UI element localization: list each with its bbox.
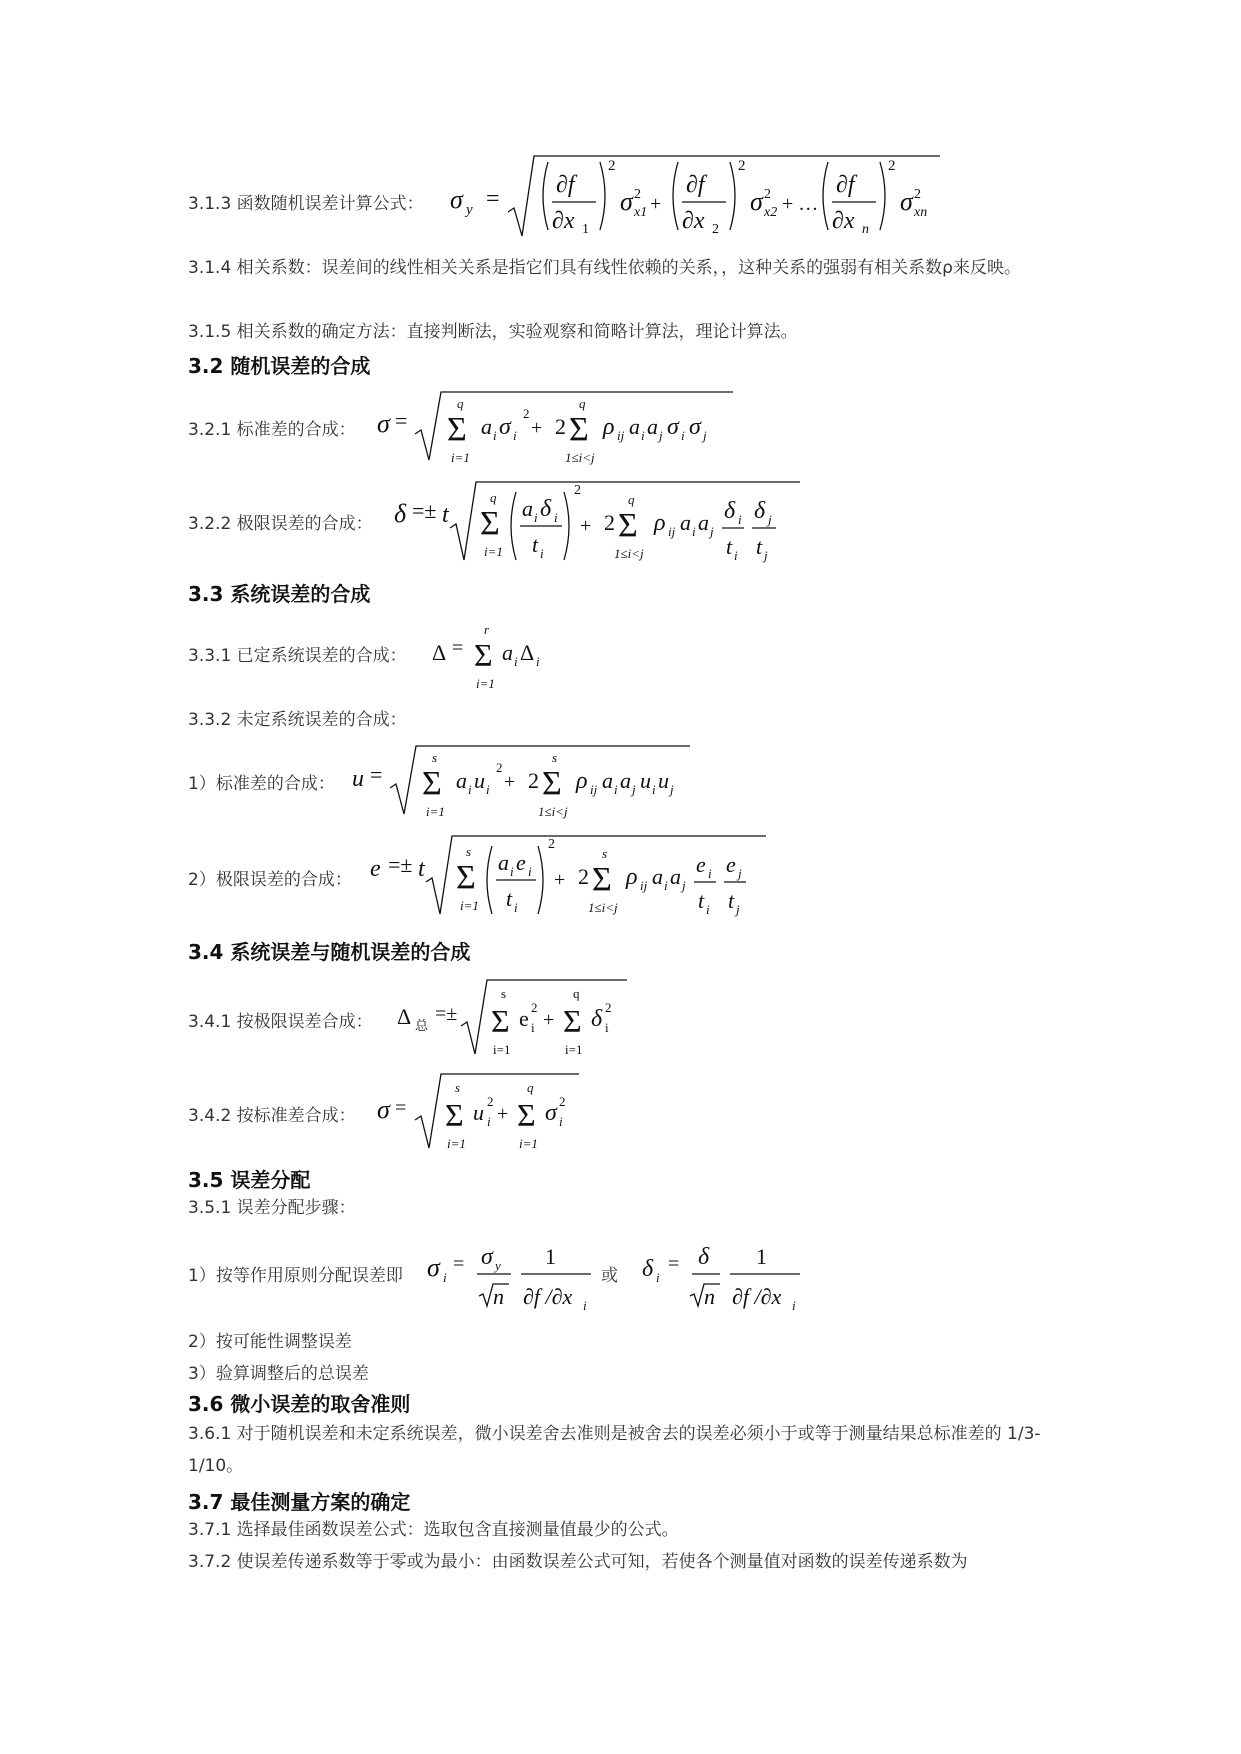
svg-text:n: n <box>704 1284 715 1309</box>
svg-text:2: 2 <box>528 768 539 793</box>
svg-text:=±: =± <box>412 498 437 523</box>
svg-text:Δ: Δ <box>397 1004 412 1029</box>
svg-text:a: a <box>647 414 658 439</box>
svg-text:t: t <box>728 888 735 913</box>
svg-text:u: u <box>640 768 651 793</box>
svg-text:Σ: Σ <box>445 1097 464 1133</box>
svg-text:i: i <box>514 900 518 915</box>
svg-text:=: = <box>452 637 464 659</box>
svg-text:u: u <box>473 1100 484 1125</box>
svg-text:i=1: i=1 <box>565 1042 583 1057</box>
svg-text:s: s <box>432 750 438 765</box>
svg-text:δ: δ <box>394 499 407 528</box>
svg-text:i: i <box>681 428 685 443</box>
svg-text:u: u <box>352 766 364 792</box>
heading-3-6: 3.6 微小误差的取舍准则 <box>188 1392 411 1416</box>
svg-text:2: 2 <box>496 760 503 775</box>
heading-3-4: 3.4 系统误差与随机误差的合成 <box>188 940 471 964</box>
svg-text:i: i <box>738 512 742 527</box>
svg-text:q: q <box>490 490 497 505</box>
svg-text:i: i <box>486 782 490 797</box>
text-3-6-1: 3.6.1 对于随机误差和未定系统误差，微小误差舍去准则是被舍去的误差必须小于或等于测量结果总标准差的 1/3-1/10。 <box>188 1424 1041 1476</box>
svg-text:i=1: i=1 <box>493 1042 511 1057</box>
svg-text:i: i <box>554 510 558 525</box>
svg-text:Δ: Δ <box>432 640 447 665</box>
svg-text:+: + <box>497 1103 509 1125</box>
formula-3-3-2-2 <box>368 832 778 927</box>
svg-text:i: i <box>708 866 712 881</box>
svg-text:σ: σ <box>667 414 679 440</box>
svg-text:1: 1 <box>756 1244 767 1269</box>
svg-text:x2: x2 <box>764 205 778 220</box>
svg-text:t: t <box>756 534 763 559</box>
svg-text:=±: =± <box>435 1003 458 1025</box>
svg-text:i=1: i=1 <box>451 450 470 465</box>
svg-text:δ: δ <box>698 1244 710 1270</box>
svg-text:e: e <box>696 852 706 877</box>
svg-text:a: a <box>602 768 613 793</box>
svg-text:i: i <box>534 510 538 525</box>
svg-text:σ: σ <box>620 187 633 216</box>
svg-text:2: 2 <box>523 406 530 421</box>
svg-text:2: 2 <box>764 187 771 202</box>
svg-text:i: i <box>792 1298 796 1313</box>
svg-text:=: = <box>395 408 408 433</box>
svg-text:j: j <box>764 548 768 563</box>
svg-text:a: a <box>522 496 533 521</box>
svg-text:q: q <box>628 492 635 507</box>
svg-text:ij: ij <box>668 524 676 539</box>
svg-text:s: s <box>552 750 558 765</box>
formula-3-5-1-a <box>425 1236 605 1321</box>
svg-text:i: i <box>559 1114 563 1129</box>
svg-text:∂f /∂x: ∂f /∂x <box>523 1284 573 1309</box>
svg-text:2: 2 <box>559 1094 566 1109</box>
svg-text:q: q <box>527 1080 534 1095</box>
svg-text:+: + <box>554 869 566 891</box>
svg-text:2: 2 <box>574 483 581 498</box>
svg-text:+ …: + … <box>782 193 819 215</box>
svg-text:σ: σ <box>900 187 913 216</box>
svg-text:Σ: Σ <box>563 1003 582 1039</box>
svg-text:xn: xn <box>914 205 928 220</box>
svg-text:t: t <box>506 886 513 911</box>
heading-3-7: 3.7 最佳测量方案的确定 <box>188 1490 411 1514</box>
text-or: 或 <box>601 1266 618 1286</box>
svg-text:Σ: Σ <box>569 411 589 448</box>
svg-text:i=1: i=1 <box>460 898 479 913</box>
svg-text:+: + <box>650 193 662 215</box>
svg-text:Σ: Σ <box>422 765 442 802</box>
text-3-1-5: 3.1.5 相关系数的确定方法：直接判断法，实验观察和简略计算法，理论计算法。 <box>188 322 798 342</box>
formula-3-3-1 <box>430 618 570 697</box>
svg-text:i: i <box>664 878 668 893</box>
svg-text:Σ: Σ <box>456 859 476 896</box>
svg-text:∂x: ∂x <box>832 208 855 234</box>
svg-text:σ: σ <box>450 185 463 214</box>
svg-text:2: 2 <box>487 1094 494 1109</box>
svg-text:n: n <box>862 222 869 237</box>
svg-text:i: i <box>443 1270 447 1285</box>
svg-text:i: i <box>692 524 696 539</box>
text-3-3-2: 3.3.2 未定系统误差的合成： <box>188 710 407 730</box>
svg-text:Σ: Σ <box>592 861 612 898</box>
svg-text:y: y <box>495 1258 501 1273</box>
svg-text:s: s <box>466 844 472 859</box>
svg-text:ρ: ρ <box>576 768 588 794</box>
svg-text:+: + <box>543 1009 555 1031</box>
svg-text:s: s <box>455 1080 461 1095</box>
svg-text:q: q <box>573 986 580 1001</box>
svg-text:∂f: ∂f <box>556 172 575 198</box>
svg-text:i: i <box>734 548 738 563</box>
svg-text:i: i <box>706 902 710 917</box>
svg-text:a: a <box>670 864 681 889</box>
text-3-4-2: 3.4.2 按标准差合成： <box>188 1106 356 1126</box>
svg-text:y: y <box>466 202 473 218</box>
svg-text:j: j <box>738 866 742 881</box>
svg-text:ij: ij <box>617 428 625 443</box>
svg-text:s: s <box>602 846 608 861</box>
svg-text:i=1: i=1 <box>426 804 445 819</box>
svg-text:δ: δ <box>591 1006 603 1032</box>
svg-text:s: s <box>501 986 507 1001</box>
svg-text:i: i <box>583 1298 587 1313</box>
svg-text:σ: σ <box>377 1095 390 1124</box>
text-3-5-1-2: 2）按可能性调整误差 <box>188 1332 352 1352</box>
svg-text:e: e <box>516 850 526 875</box>
text-3-4-1: 3.4.1 按极限误差合成： <box>188 1012 373 1032</box>
svg-text:u: u <box>474 768 485 793</box>
svg-text:Δ: Δ <box>520 640 535 665</box>
svg-text:1≤i<j: 1≤i<j <box>538 804 568 819</box>
svg-text:2: 2 <box>548 837 555 852</box>
text-3-5-1-3: 3）验算调整后的总误差 <box>188 1364 369 1384</box>
svg-text:q: q <box>457 396 464 411</box>
text-3-5-1-1: 1）按等作用原则分配误差即 <box>188 1266 403 1286</box>
formula-3-3-2-1 <box>350 742 700 827</box>
svg-text:j: j <box>703 428 707 443</box>
svg-text:i: i <box>528 864 532 879</box>
svg-text:2: 2 <box>604 510 615 535</box>
svg-text:2: 2 <box>555 414 566 439</box>
svg-text:=: = <box>486 186 500 212</box>
svg-text:i: i <box>487 1114 491 1129</box>
svg-text:Σ: Σ <box>474 637 493 673</box>
svg-text:i: i <box>641 428 645 443</box>
svg-text:j: j <box>670 782 674 797</box>
svg-text:j: j <box>632 782 636 797</box>
svg-text:j: j <box>768 512 772 527</box>
svg-text:总: 总 <box>415 1018 429 1033</box>
svg-text:σ: σ <box>499 414 511 440</box>
svg-text:ij: ij <box>590 782 598 797</box>
formula-3-2-2 <box>392 478 812 573</box>
svg-text:i: i <box>513 428 517 443</box>
svg-text:i: i <box>652 782 656 797</box>
svg-text:=±: =± <box>388 852 413 877</box>
svg-text:2: 2 <box>914 187 921 202</box>
svg-text:i: i <box>468 782 472 797</box>
svg-text:+: + <box>531 417 543 439</box>
svg-text:=: = <box>395 1097 407 1119</box>
svg-text:δ: δ <box>642 1256 654 1282</box>
svg-text:n: n <box>493 1284 504 1309</box>
svg-text:2: 2 <box>888 158 896 174</box>
formula-3-4-2 <box>375 1070 595 1159</box>
svg-text:∂x: ∂x <box>552 208 575 234</box>
svg-text:r: r <box>484 622 490 637</box>
text-3-1-3: 3.1.3 函数随机误差计算公式： <box>188 194 424 214</box>
svg-text:Σ: Σ <box>618 507 638 544</box>
svg-text:i: i <box>514 654 518 669</box>
svg-text:i=1: i=1 <box>519 1136 538 1151</box>
svg-text:j: j <box>659 428 663 443</box>
formula-3-2-1 <box>375 388 735 473</box>
svg-text:i: i <box>531 1020 535 1035</box>
svg-text:t: t <box>532 532 539 557</box>
svg-text:q: q <box>579 396 586 411</box>
text-3-3-1: 3.3.1 已定系统误差的合成： <box>188 646 407 666</box>
svg-text:δ: δ <box>540 496 552 522</box>
text-3-7-1: 3.7.1 选择最佳函数误差公式：选取包含直接测量值最少的公式。 <box>188 1520 679 1540</box>
svg-text:1≤i<j: 1≤i<j <box>588 900 618 915</box>
text-3-2-2: 3.2.2 极限误差的合成： <box>188 514 373 534</box>
svg-text:1: 1 <box>582 222 589 237</box>
svg-text:x1: x1 <box>634 205 648 220</box>
svg-text:e: e <box>726 852 736 877</box>
svg-text:a: a <box>698 510 709 535</box>
svg-text:a: a <box>652 864 663 889</box>
svg-text:i: i <box>614 782 618 797</box>
svg-text:=: = <box>453 1253 465 1275</box>
svg-text:σ: σ <box>750 187 763 216</box>
svg-text:i: i <box>510 864 514 879</box>
svg-text:i=1: i=1 <box>484 544 503 559</box>
svg-text:i: i <box>540 546 544 561</box>
svg-text:Σ: Σ <box>480 505 500 542</box>
svg-text:σ: σ <box>427 1253 440 1282</box>
svg-text:e: e <box>370 856 381 882</box>
svg-text:Σ: Σ <box>491 1003 510 1039</box>
svg-text:j: j <box>682 878 686 893</box>
svg-text:2: 2 <box>712 222 719 237</box>
text-3-3-2-2: 2）极限误差的合成： <box>188 870 352 890</box>
svg-text:+: + <box>580 515 592 537</box>
text-3-2-1: 3.2.1 标准差的合成： <box>188 420 356 440</box>
svg-text:2: 2 <box>608 158 616 174</box>
svg-text:2: 2 <box>531 1000 538 1015</box>
svg-text:σ: σ <box>689 414 701 440</box>
svg-text:1≤i<j: 1≤i<j <box>614 546 644 561</box>
svg-text:i: i <box>656 1270 660 1285</box>
svg-text:i=1: i=1 <box>476 676 495 691</box>
text-3-5-1: 3.5.1 误差分配步骤： <box>188 1198 356 1218</box>
svg-text:2: 2 <box>578 864 589 889</box>
svg-text:Σ: Σ <box>517 1097 536 1133</box>
svg-text:t: t <box>442 502 449 528</box>
svg-text:a: a <box>680 510 691 535</box>
heading-3-2: 3.2 随机误差的合成 <box>188 354 371 378</box>
svg-text:Σ: Σ <box>447 411 467 448</box>
svg-text:∂x: ∂x <box>682 208 705 234</box>
svg-text:i=1: i=1 <box>447 1136 466 1151</box>
svg-text:=: = <box>370 762 383 787</box>
svg-text:δ: δ <box>754 498 766 524</box>
svg-text:δ: δ <box>724 498 736 524</box>
text-3-1-4: 3.1.4 相关系数：误差间的线性相关关系是指它们具有线性依赖的关系，，这种关系的强弱有相关系数ρ来反映。 <box>188 258 1021 278</box>
svg-text:a: a <box>481 414 492 439</box>
formula-3-1-3 <box>448 152 948 247</box>
svg-text:1≤i<j: 1≤i<j <box>565 450 595 465</box>
svg-text:Σ: Σ <box>542 765 562 802</box>
formula-3-4-1 <box>395 976 635 1065</box>
svg-text:i: i <box>605 1020 609 1035</box>
svg-text:t: t <box>726 534 733 559</box>
svg-text:e: e <box>519 1006 529 1031</box>
svg-text:a: a <box>502 640 513 665</box>
svg-text:σ: σ <box>481 1244 493 1270</box>
svg-text:2: 2 <box>634 187 641 202</box>
svg-text:u: u <box>658 768 669 793</box>
heading-3-3: 3.3 系统误差的合成 <box>188 582 371 606</box>
svg-text:i: i <box>493 428 497 443</box>
svg-text:i: i <box>536 654 540 669</box>
svg-text:j: j <box>710 524 714 539</box>
svg-text:ρ: ρ <box>654 510 666 536</box>
svg-text:a: a <box>629 414 640 439</box>
svg-text:2: 2 <box>605 1000 612 1015</box>
svg-text:ρ: ρ <box>603 414 615 440</box>
svg-text:t: t <box>418 856 425 882</box>
svg-text:a: a <box>456 768 467 793</box>
svg-text:t: t <box>698 888 705 913</box>
svg-text:j: j <box>736 902 740 917</box>
text-3-7-2: 3.7.2 使误差传递系数等于零或为最小：由函数误差公式可知，若使各个测量值对函数的误差传递系数为 <box>188 1552 968 1572</box>
svg-text:2: 2 <box>738 158 746 174</box>
svg-text:a: a <box>498 850 509 875</box>
svg-text:=: = <box>668 1253 680 1275</box>
svg-text:ij: ij <box>640 878 648 893</box>
svg-text:σ: σ <box>377 409 390 438</box>
text-3-3-2-1: 1）标准差的合成： <box>188 774 335 794</box>
heading-3-5: 3.5 误差分配 <box>188 1168 311 1192</box>
svg-text:∂f /∂x: ∂f /∂x <box>732 1284 782 1309</box>
svg-text:σ: σ <box>545 1100 557 1126</box>
svg-text:+: + <box>504 771 516 793</box>
svg-text:∂f: ∂f <box>686 172 705 198</box>
svg-text:ρ: ρ <box>626 864 638 890</box>
formula-3-5-1-b <box>640 1236 820 1321</box>
svg-text:1: 1 <box>545 1244 556 1269</box>
svg-text:∂f: ∂f <box>836 172 855 198</box>
svg-text:a: a <box>620 768 631 793</box>
